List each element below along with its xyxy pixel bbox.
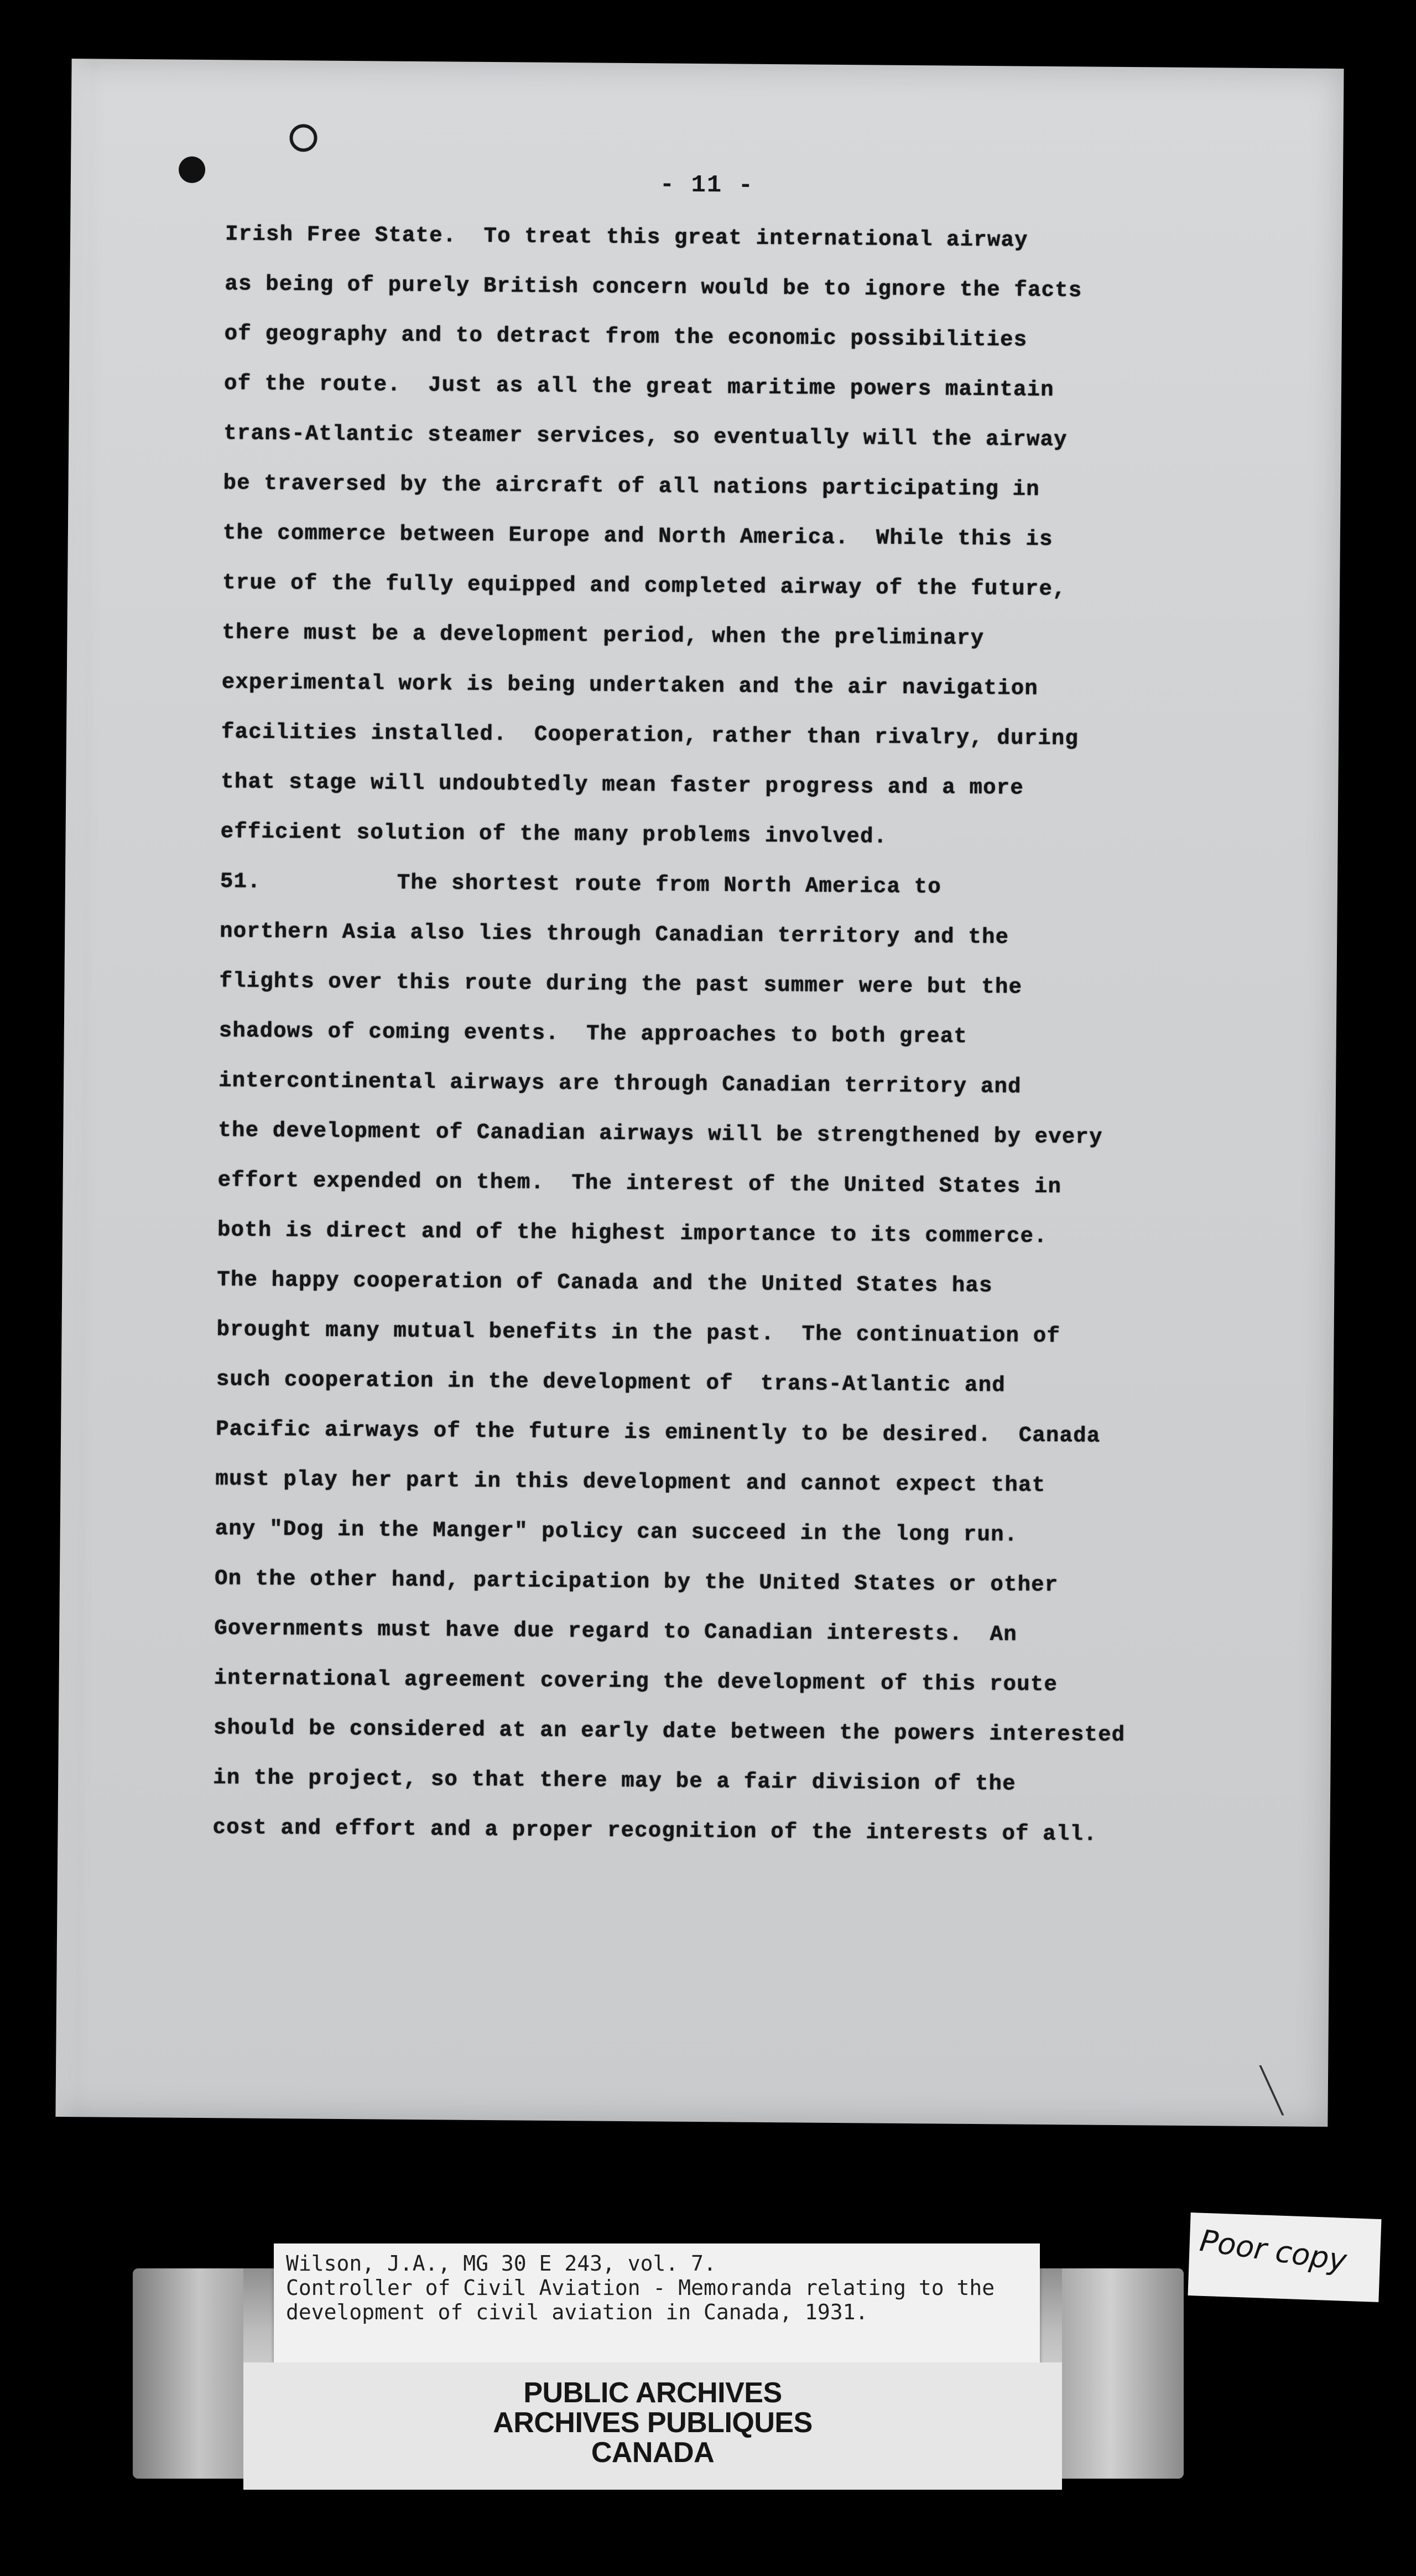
text-line: international agreement covering the development of this route <box>214 1666 1058 1697</box>
text-line: brought many mutual benefits in the past. The continuation of <box>216 1317 1061 1349</box>
text-line: efficient solution of the many problems involved. <box>220 819 888 849</box>
text-line: Irish Free State. To treat this great international airway <box>225 222 1028 253</box>
text-line: effort expended on them. The interest of the United States in <box>217 1168 1062 1199</box>
text-line: cost and effort and a proper recognition of the interests of all. <box>212 1815 1097 1847</box>
document-page <box>55 59 1344 2127</box>
stamp-line-french: ARCHIVES PUBLIQUES <box>493 2407 813 2439</box>
mount-clip-left <box>133 2268 243 2479</box>
text-line: On the other hand, participation by the United States or other <box>214 1566 1059 1598</box>
text-line: in the project, so that there may be a fair division of the <box>213 1765 1017 1796</box>
text-line: any "Dog in the Manger" policy can succeed in the long run. <box>215 1516 1018 1547</box>
public-archives-stamp <box>243 2362 1062 2490</box>
circle-mark <box>289 124 317 152</box>
text-line: of the route. Just as all the great maritime powers maintain <box>223 371 1055 402</box>
page-edge-highlight <box>55 59 93 2117</box>
poor-copy-note <box>1188 2213 1381 2302</box>
memo-body <box>212 209 1276 1861</box>
text-line: Governments must have due regard to Canadian interests. An <box>214 1616 1018 1647</box>
text-line: be traversed by the aircraft of all nations participating in <box>223 471 1040 502</box>
text-line: true of the fully equipped and completed airway of the future, <box>222 570 1066 602</box>
text-line: the development of Canadian airways will be strengthened by every <box>218 1118 1103 1150</box>
stamp-line-country: CANADA <box>591 2437 715 2469</box>
archive-label-line: Wilson, J.A., MG 30 E 243, vol. 7. <box>286 2251 716 2276</box>
text-line: of geography and to detract from the economic possibilities <box>224 321 1028 352</box>
stamp-line-english: PUBLIC ARCHIVES <box>523 2377 782 2409</box>
page-corner-mark <box>1259 2065 1317 2116</box>
page-number: - 11 - <box>659 171 754 200</box>
text-line: facilities installed. Cooperation, rather than rivalry, during <box>221 720 1079 751</box>
text-line: the commerce between Europe and North America. While this is <box>222 521 1053 552</box>
text-line: both is direct and of the highest importance to its commerce. <box>217 1218 1048 1249</box>
mount-clip-right <box>1062 2268 1184 2479</box>
archive-label-line: Controller of Civil Aviation - Memoranda relating to the <box>286 2276 995 2300</box>
text-line: there must be a development period, when the preliminary <box>222 620 985 651</box>
text-line: that stage will undoubtedly mean faster progress and a more <box>221 770 1024 801</box>
text-line: should be considered at an early date between the powers interested <box>213 1716 1126 1748</box>
text-line: The happy cooperation of Canada and the United States has <box>217 1268 993 1299</box>
text-line: shadows of coming events. The approaches to both great <box>218 1019 968 1049</box>
paragraph-51-start: 51. The shortest route from North America to <box>220 869 942 900</box>
text-line: experimental work is being undertaken and the air navigation <box>221 670 1039 701</box>
text-line: such cooperation in the development of trans-Atlantic and <box>216 1367 1006 1398</box>
text-line: must play her part in this development and cannot expect that <box>215 1467 1046 1498</box>
archive-reference-label <box>274 2243 1040 2371</box>
text-line: intercontinental airways are through Canadian territory and <box>218 1068 1022 1099</box>
text-line: northern Asia also lies through Canadian territory and the <box>220 919 1009 950</box>
text-line: flights over this route during the past summer were but the <box>219 969 1023 1000</box>
text-line: trans-Atlantic steamer services, so eventually will the airway <box>223 421 1068 453</box>
poor-copy-handwriting: Poor copy <box>1198 2223 1349 2278</box>
text-line: Pacific airways of the future is eminently to be desired. Canada <box>216 1417 1101 1448</box>
text-line: as being of purely British concern would be to ignore the facts <box>225 272 1082 303</box>
archive-label-line: development of civil aviation in Canada, 1931. <box>286 2300 868 2324</box>
